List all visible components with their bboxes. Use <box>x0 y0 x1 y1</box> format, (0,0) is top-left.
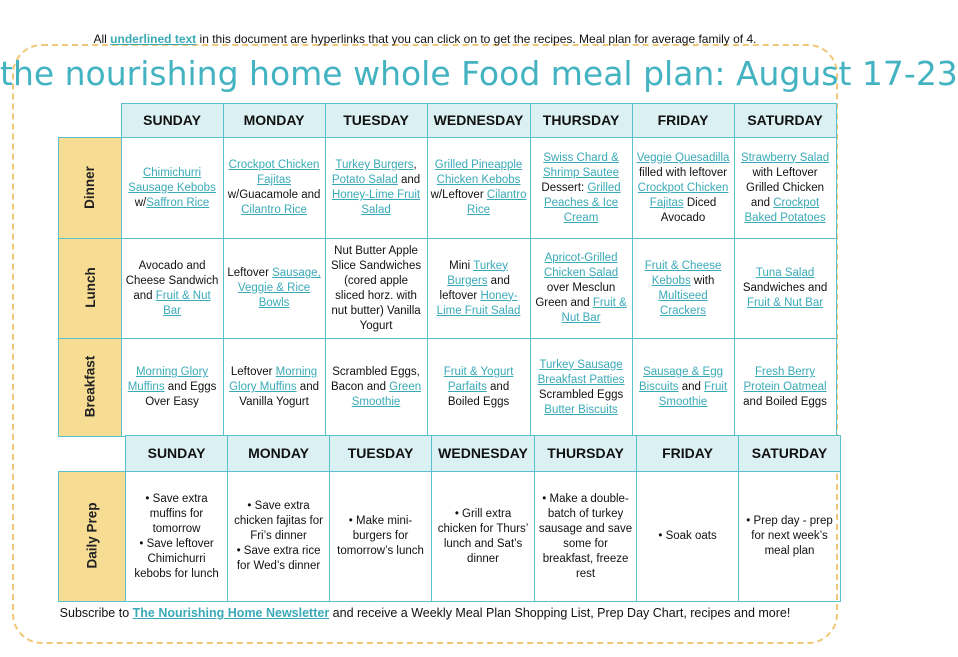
recipe-link[interactable]: Strawberry Salad <box>740 151 830 164</box>
meal-text: with Leftover Grilled Chicken and <box>746 166 825 209</box>
recipe-link[interactable]: Honey-Lime Fruit Salad <box>436 289 521 317</box>
meal-cell <box>530 239 632 339</box>
recipe-link[interactable]: Fruit & Yogurt Parfaits <box>443 366 514 393</box>
prep-cell <box>228 472 330 602</box>
prep-item: • Save extra chicken fajitas for Fri’s dinner <box>234 500 323 542</box>
prep-item: • Make a double-batch of turkey sausage and save some for breakfast, freeze rest <box>538 492 633 580</box>
meal-cell <box>121 239 223 339</box>
daily-prep-label-text: Daily Prep <box>84 502 100 569</box>
meal-cell <box>223 339 325 437</box>
newsletter-footer <box>0 605 850 621</box>
recipe-link[interactable]: Crockpot Baked Potatoes <box>744 196 826 224</box>
meal-text: and Boiled Eggs <box>743 396 827 408</box>
dinner-label-text: Dinner <box>82 165 98 209</box>
meal-text: w/Leftover <box>430 189 487 201</box>
dinner-label <box>59 138 122 239</box>
recipe-link[interactable]: Butter Biscuits <box>544 403 618 416</box>
corner-cell <box>59 104 122 138</box>
meal-text: and Eggs Over Easy <box>145 381 217 408</box>
meal-cell <box>734 339 836 437</box>
recipe-link[interactable]: Fruit & Nut Bar <box>561 297 627 324</box>
recipe-link[interactable]: Veggie Quesadilla <box>636 151 730 164</box>
day-header-row <box>59 436 841 472</box>
breakfast-label-text: Breakfast <box>82 355 98 418</box>
meal-text: with <box>690 274 715 287</box>
recipe-link[interactable]: Chimichurri Sausage Kebobs <box>128 166 216 194</box>
prep-cell <box>330 472 432 602</box>
breakfast-label <box>59 339 122 437</box>
meal-cell <box>223 239 325 339</box>
recipe-link[interactable]: Fruit & Cheese Kebobs <box>644 259 722 287</box>
day-header: TUESDAY <box>325 104 427 138</box>
day-header: MONDAY <box>223 104 325 138</box>
meal-cell <box>325 339 427 437</box>
meal-cell <box>325 138 427 239</box>
daily-prep-table <box>58 435 841 602</box>
prep-cell <box>432 472 535 602</box>
recipe-link[interactable]: Honey-Lime Fruit Salad <box>331 189 421 216</box>
meal-cell <box>325 239 427 339</box>
daily-prep-row <box>59 472 841 602</box>
meal-text: Scrambled Eggs <box>538 388 624 401</box>
meal-cell <box>121 339 223 437</box>
meal-cell <box>427 339 530 437</box>
prep-item: • Grill extra chicken for Thurs’ lunch and Sat’s dinner <box>437 507 529 565</box>
prep-item: • Save extra muffins for tomorrow <box>145 492 208 535</box>
corner-cell <box>59 436 126 472</box>
recipe-link[interactable]: Cilantro Rice <box>241 204 307 216</box>
meal-plan-table <box>58 103 837 437</box>
recipe-link[interactable]: Morning Glory Muffins <box>127 366 209 393</box>
prep-cell <box>126 472 228 602</box>
meal-cell <box>632 239 734 339</box>
recipe-link[interactable]: Sausage & Egg Biscuits <box>638 366 723 393</box>
meal-text: Leftover <box>230 366 276 378</box>
day-header: FRIDAY <box>632 104 734 138</box>
meal-text: and <box>397 174 421 186</box>
day-header: SUNDAY <box>121 104 223 138</box>
hyperlink-notice <box>0 32 850 46</box>
day-header: FRIDAY <box>637 436 739 472</box>
meal-cell <box>223 138 325 239</box>
day-header: THURSDAY <box>530 104 632 138</box>
recipe-link[interactable]: Turkey Sausage Breakfast Patties <box>537 358 625 386</box>
recipe-link[interactable]: Turkey Burgers <box>447 259 508 287</box>
recipe-link[interactable]: Cilantro Rice <box>467 189 527 216</box>
recipe-link[interactable]: Fruit & Nut Bar <box>747 297 824 309</box>
page-title: the nourishing home whole Food meal plan: August 17-23 <box>0 54 958 93</box>
meal-text: and leftover <box>439 274 510 302</box>
recipe-link[interactable]: Fruit Smoothie <box>658 381 728 408</box>
meal-text: and Boiled Eggs <box>447 381 510 408</box>
footer-prefix: Subscribe to <box>59 606 133 620</box>
day-header: SATURDAY <box>739 436 841 472</box>
recipe-link[interactable]: Crockpot Chicken Fajitas <box>228 159 320 186</box>
meal-cell <box>530 138 632 239</box>
meal-cell <box>632 339 734 437</box>
recipe-link[interactable]: Saffron Rice <box>146 196 210 209</box>
meal-cell <box>632 138 734 239</box>
prep-item: • Save leftover Chimichurri kebobs for lunch <box>134 537 219 580</box>
recipe-link[interactable]: Grilled Pineapple Chicken Kebobs <box>434 159 523 186</box>
meal-text: Sandwiches and <box>742 282 828 294</box>
day-header: SUNDAY <box>126 436 228 472</box>
prep-item: • Make mini-burgers for tomorrow’s lunch <box>337 515 424 557</box>
day-header: SATURDAY <box>734 104 836 138</box>
prep-cell <box>637 472 739 602</box>
meal-text: Diced Avocado <box>660 196 717 224</box>
recipe-link[interactable]: Turkey Burgers <box>335 159 414 171</box>
prep-cell <box>535 472 637 602</box>
day-header: WEDNESDAY <box>427 104 530 138</box>
meal-text: filled with leftover <box>638 166 728 179</box>
prep-item: • Save extra rice for Wed’s dinner <box>236 545 321 572</box>
breakfast-row <box>59 339 837 437</box>
meal-text: over Mesclun Green and <box>535 282 616 309</box>
prep-item: • Soak oats <box>658 530 717 542</box>
meal-text: , <box>413 159 417 171</box>
day-header: TUESDAY <box>330 436 432 472</box>
notice-suffix: in this document are hyperlinks that you can click on to get the recipes. Meal plan for average family of 4. <box>196 32 757 46</box>
lunch-label <box>59 239 122 339</box>
prep-item: • Prep day - prep for next week’s meal plan <box>746 515 833 557</box>
meal-text: Dessert: <box>541 181 588 194</box>
meal-text: Scrambled Eggs, Bacon and <box>330 366 420 393</box>
recipe-link[interactable]: Grilled Peaches & Ice Cream <box>543 181 621 224</box>
day-header: THURSDAY <box>535 436 637 472</box>
newsletter-link[interactable]: The Nourishing Home Newsletter <box>132 606 330 620</box>
meal-cell <box>734 138 836 239</box>
meal-text: w/Guacamole and <box>227 189 321 201</box>
recipe-link[interactable]: Tuna Salad <box>755 267 815 279</box>
meal-text: and <box>678 381 705 393</box>
meal-cell <box>734 239 836 339</box>
meal-text: Leftover <box>227 267 273 279</box>
recipe-link[interactable]: Multiseed Crackers <box>658 289 708 317</box>
recipe-link[interactable]: Potato Salad <box>331 174 398 186</box>
recipe-link[interactable]: Green Smoothie <box>351 381 422 408</box>
meal-cell <box>530 339 632 437</box>
notice-prefix: All <box>93 32 111 46</box>
meal-text: w/ <box>134 196 147 209</box>
meal-text: Mini <box>449 259 474 272</box>
meal-text: Nut Butter Apple Slice Sandwiches (cored apple sliced horz. with nut butter) Vanilla Yogurt <box>330 244 422 332</box>
meal-text: Avocado and Cheese Sandwich and <box>125 259 219 302</box>
lunch-row <box>59 239 837 339</box>
notice-underlined-text: underlined text <box>110 32 197 46</box>
recipe-link[interactable]: Morning Glory Muffins <box>229 366 318 393</box>
daily-prep-label <box>59 472 126 602</box>
footer-suffix: and receive a Weekly Meal Plan Shopping List, Prep Day Chart, recipes and more! <box>329 606 791 620</box>
day-header: WEDNESDAY <box>432 436 535 472</box>
prep-cell <box>739 472 841 602</box>
recipe-link[interactable]: Fruit & Nut Bar <box>155 289 211 317</box>
meal-cell <box>427 138 530 239</box>
recipe-link[interactable]: Crockpot Chicken Fajitas <box>637 181 729 209</box>
recipe-link[interactable]: Apricot-Grilled Chicken Salad <box>543 252 619 279</box>
dinner-row <box>59 138 837 239</box>
meal-cell <box>427 239 530 339</box>
recipe-link[interactable]: Swiss Chard & Shrimp Sautee <box>543 151 620 179</box>
day-header-row <box>59 104 837 138</box>
day-header: MONDAY <box>228 436 330 472</box>
meal-cell <box>121 138 223 239</box>
meal-text: and Vanilla Yogurt <box>239 381 319 408</box>
lunch-label-text: Lunch <box>82 267 98 308</box>
recipe-link[interactable]: Fresh Berry Protein Oatmeal <box>743 366 827 393</box>
recipe-link[interactable]: Sausage, Veggie & Rice Bowls <box>237 267 321 309</box>
